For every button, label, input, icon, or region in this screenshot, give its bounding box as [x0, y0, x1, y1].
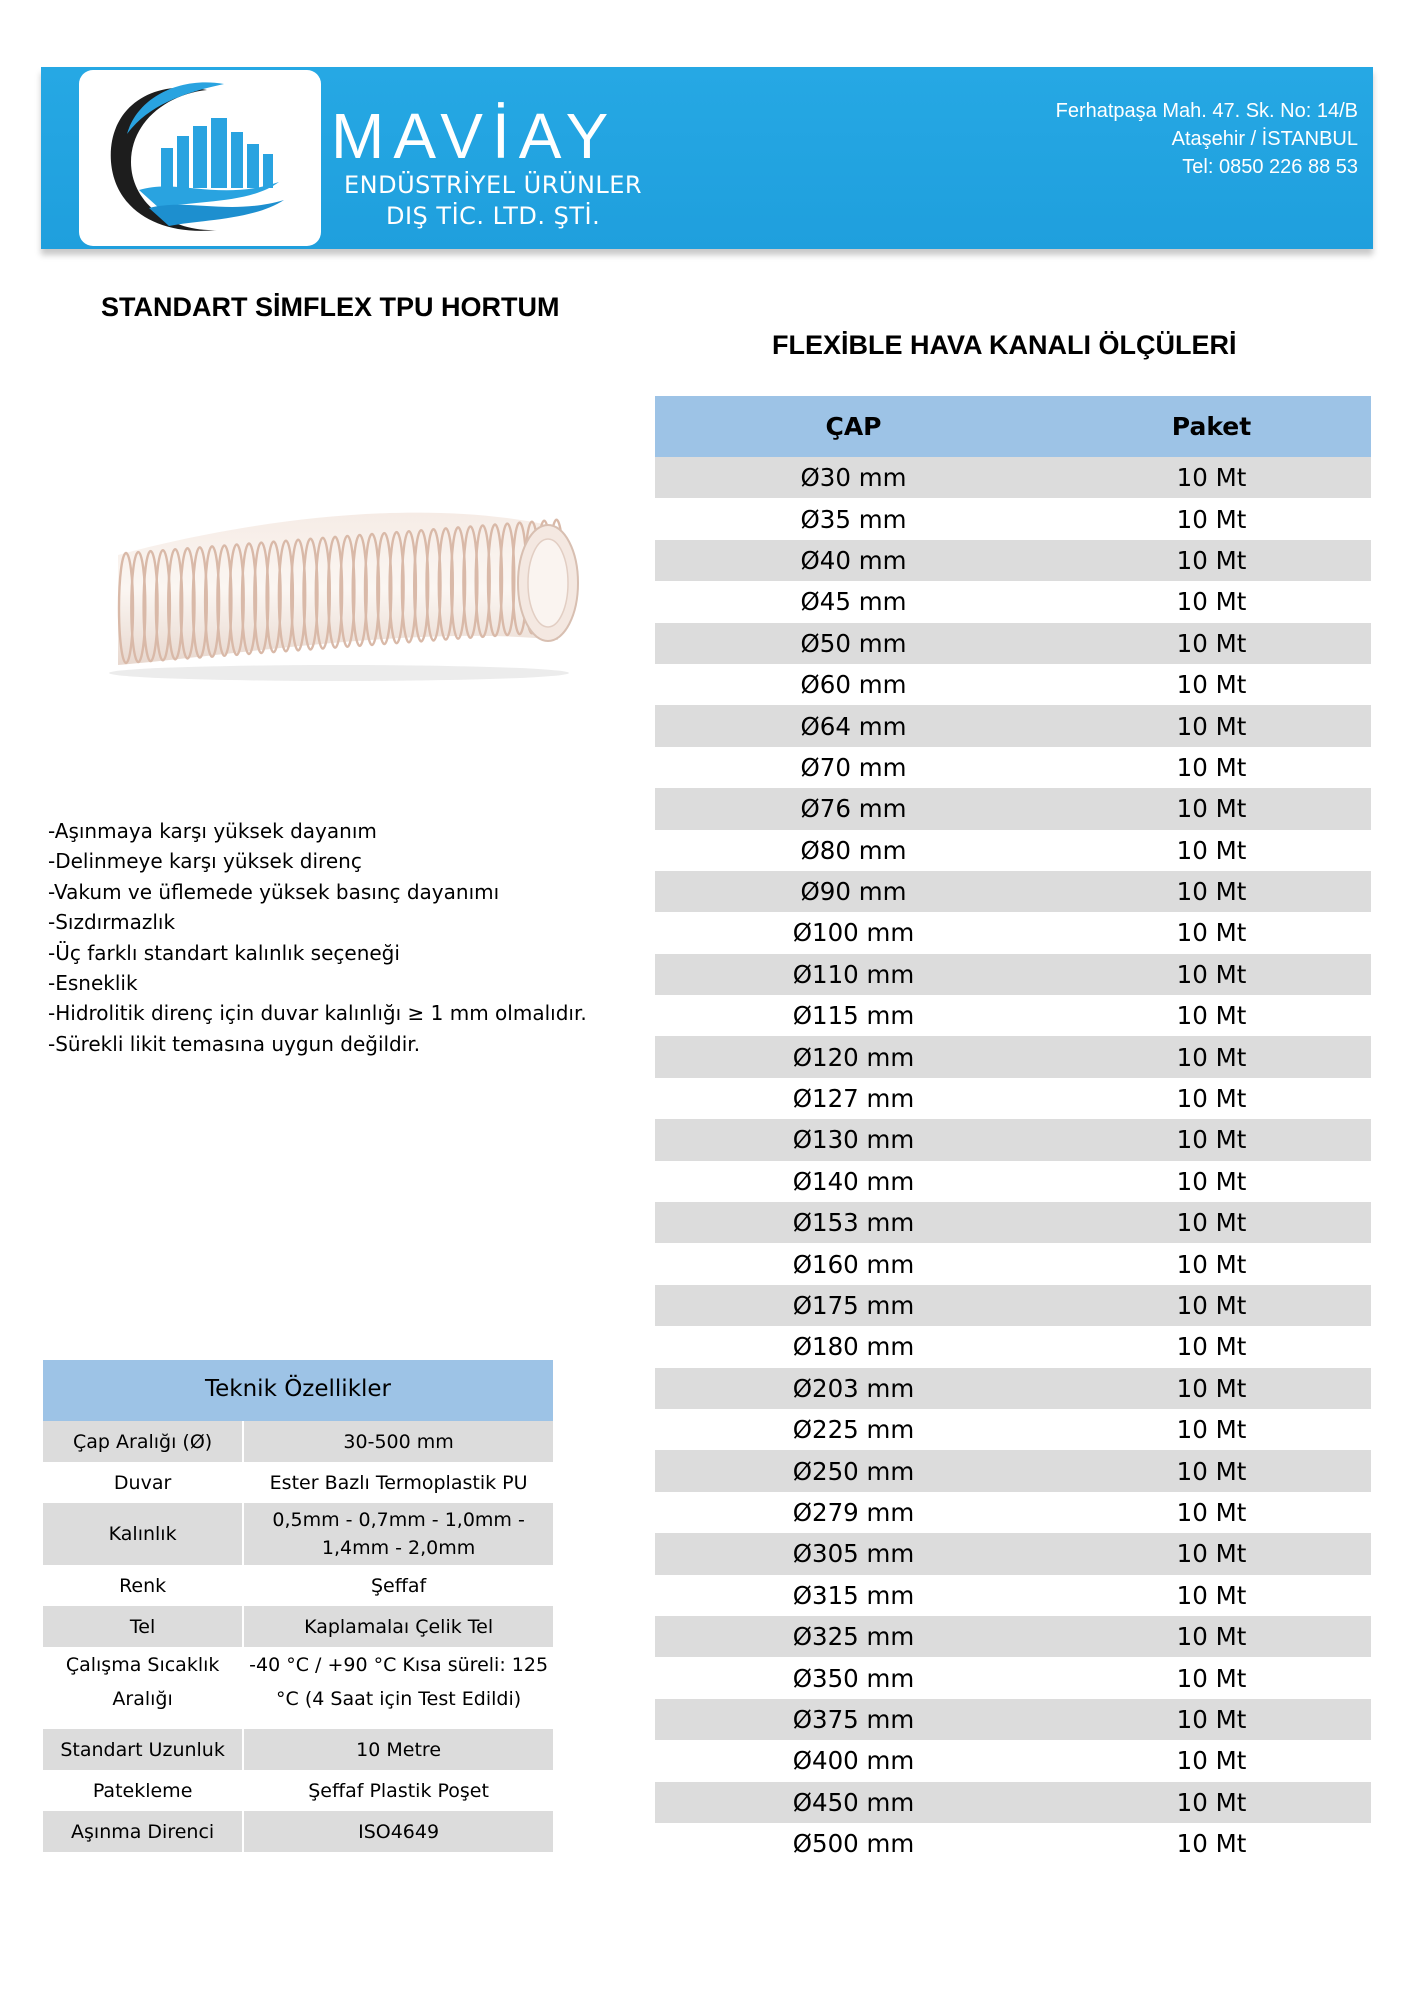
address-line1: Ferhatpaşa Mah. 47. Sk. No: 14/B	[1055, 100, 1358, 122]
table-row	[655, 623, 1371, 664]
cell-cap: Ø175 mm	[792, 1291, 915, 1320]
cell-paket: 10 Mt	[1176, 1663, 1247, 1693]
cell-cap: Ø160 mm	[792, 1249, 915, 1279]
cell-cap: Ø90 mm	[800, 877, 907, 907]
tech-value-line: 1,4mm - 2,0mm	[321, 1537, 476, 1559]
cell-paket: 10 Mt	[1176, 1539, 1247, 1569]
cell-paket: 10 Mt	[1176, 1704, 1247, 1734]
table-row	[655, 1285, 1371, 1326]
table-row	[43, 1606, 553, 1647]
tech-value	[244, 1648, 553, 1716]
tech-value	[244, 1613, 553, 1641]
cell-cap: Ø375 mm	[792, 1704, 915, 1734]
table-row	[655, 581, 1371, 622]
sizes-table-header	[655, 396, 1371, 457]
table-row	[655, 995, 1371, 1036]
table-row	[655, 1368, 1371, 1409]
tech-table	[43, 1360, 553, 1852]
table-row	[655, 1492, 1371, 1533]
tech-value-line: 10 Metre	[356, 1738, 442, 1761]
feature-item: -Sızdırmazlık	[48, 910, 176, 935]
tech-value-line: 0,5mm - 0,7mm - 1,0mm -	[272, 1509, 525, 1531]
table-row	[655, 498, 1371, 539]
tech-key	[43, 1425, 242, 1459]
tech-table-title: Teknik Özellikler	[43, 1360, 553, 1421]
tech-key	[43, 1569, 242, 1603]
cell-paket: 10 Mt	[1176, 628, 1247, 658]
cell-cap: Ø250 mm	[792, 1456, 915, 1486]
table-row	[655, 540, 1371, 581]
cell-paket: 10 Mt	[1176, 1829, 1247, 1859]
cell-paket: 10 Mt	[1176, 1622, 1247, 1652]
table-row	[655, 954, 1371, 995]
tech-key-line: Duvar	[113, 1471, 172, 1494]
table-row	[43, 1565, 553, 1606]
cell-paket: 10 Mt	[1176, 835, 1247, 865]
cell-paket: 10 Mt	[1176, 1415, 1247, 1445]
table-row	[655, 1616, 1371, 1657]
logo-mark-icon	[79, 70, 321, 246]
table-row	[655, 1119, 1371, 1160]
table-row	[43, 1462, 553, 1503]
cell-paket: 10 Mt	[1176, 918, 1247, 948]
table-row	[655, 705, 1371, 746]
table-row	[655, 1326, 1371, 1367]
table-row	[655, 1450, 1371, 1491]
cell-cap: Ø100 mm	[792, 918, 915, 948]
cell-paket: 10 Mt	[1176, 1001, 1247, 1031]
cell-paket: 10 Mt	[1176, 752, 1247, 782]
tech-value	[244, 1506, 553, 1562]
feature-item: -Sürekli likit temasına uygun değildir.	[48, 1031, 421, 1056]
cell-cap: Ø305 mm	[792, 1539, 915, 1569]
table-row	[655, 457, 1371, 498]
table-row	[655, 1036, 1371, 1077]
tech-value	[244, 1572, 553, 1600]
tech-key	[43, 1733, 242, 1767]
table-row	[655, 1409, 1371, 1450]
cell-cap: Ø279 mm	[792, 1497, 915, 1527]
cell-cap: Ø35 mm	[800, 504, 907, 534]
cell-cap: Ø30 mm	[800, 463, 907, 493]
cell-paket: 10 Mt	[1176, 711, 1247, 741]
feature-list	[48, 816, 587, 1059]
table-row	[655, 1533, 1371, 1574]
table-row	[43, 1647, 553, 1717]
cell-cap: Ø400 mm	[792, 1746, 915, 1776]
cell-paket: 10 Mt	[1176, 794, 1247, 824]
tech-value	[244, 1736, 553, 1764]
tech-value-line: -40 °C / +90 °C Kısa süreli: 125	[249, 1654, 549, 1676]
cell-cap: Ø64 mm	[800, 711, 907, 741]
table-row	[43, 1503, 553, 1565]
cell-paket: 10 Mt	[1176, 545, 1247, 575]
cell-paket: 10 Mt	[1176, 587, 1247, 617]
cell-cap: Ø60 mm	[800, 670, 907, 700]
cell-cap: Ø450 mm	[792, 1787, 915, 1817]
cell-paket: 10 Mt	[1176, 1125, 1247, 1155]
tech-value-line: °C (4 Saat için Test Edildi)	[276, 1688, 522, 1710]
table-row	[655, 871, 1371, 912]
table-row	[655, 747, 1371, 788]
tech-key-line: Tel	[129, 1615, 156, 1638]
cell-cap: Ø76 mm	[800, 794, 907, 824]
cell-cap: Ø127 mm	[792, 1084, 915, 1114]
cell-paket: 10 Mt	[1176, 1497, 1247, 1527]
brand-subtitle-line1: ENDÜSTRİYEL ÜRÜNLER	[344, 171, 643, 199]
tech-value-line: Şeffaf Plastik Poşet	[308, 1779, 489, 1802]
address-line2: Ataşehir / İSTANBUL	[1171, 128, 1358, 150]
cell-paket: 10 Mt	[1176, 1787, 1247, 1817]
feature-item: -Üç farklı standart kalınlık seçeneği	[48, 940, 400, 965]
tech-value	[244, 1469, 553, 1497]
tech-key	[43, 1610, 242, 1644]
feature-item: -Aşınmaya karşı yüksek dayanım	[48, 819, 377, 843]
cell-cap: Ø130 mm	[792, 1125, 915, 1155]
table-row	[43, 1811, 553, 1852]
logo	[79, 70, 321, 246]
table-row	[655, 1657, 1371, 1698]
cell-paket: 10 Mt	[1176, 1332, 1247, 1362]
tech-key	[43, 1517, 242, 1551]
tech-value-line: 30-500 mm	[343, 1430, 454, 1453]
cell-cap: Ø140 mm	[792, 1166, 915, 1196]
cell-cap: Ø115 mm	[792, 1001, 915, 1031]
cell-paket: 10 Mt	[1176, 959, 1247, 989]
table-row	[655, 1782, 1371, 1823]
cell-paket: 10 Mt	[1176, 1291, 1247, 1320]
cell-cap: Ø153 mm	[792, 1208, 915, 1238]
table-row	[655, 912, 1371, 953]
cell-paket: 10 Mt	[1176, 1166, 1247, 1196]
tech-key	[43, 1774, 242, 1808]
table-row	[655, 1243, 1371, 1284]
tech-value	[244, 1777, 553, 1805]
table-row	[43, 1770, 553, 1811]
cell-paket: 10 Mt	[1176, 1373, 1247, 1403]
tech-value-line: Kaplamalaı Çelik Tel	[304, 1615, 494, 1638]
feature-item: -Esneklik	[48, 971, 138, 996]
cell-paket: 10 Mt	[1176, 1456, 1247, 1486]
cell-cap: Ø225 mm	[792, 1415, 915, 1445]
table-row	[655, 1078, 1371, 1119]
tech-key-line: Çap Aralığı (Ø)	[73, 1430, 213, 1453]
cell-cap: Ø70 mm	[800, 752, 907, 782]
feature-item: -Delinmeye karşı yüksek direnç	[48, 849, 362, 874]
cell-cap: Ø80 mm	[800, 835, 907, 865]
cell-paket: 10 Mt	[1176, 1084, 1247, 1114]
cell-cap: Ø45 mm	[800, 587, 907, 617]
tech-table-body	[43, 1421, 553, 1852]
cell-paket: 10 Mt	[1176, 1042, 1247, 1072]
column-header-cap: ÇAP	[825, 412, 882, 441]
sizes-table-body	[655, 457, 1371, 1864]
cell-cap: Ø50 mm	[800, 628, 907, 658]
contact-info	[1056, 97, 1358, 181]
sizes-title: FLEXİBLE HAVA KANALI ÖLÇÜLERİ	[772, 330, 1237, 360]
cell-paket: 10 Mt	[1176, 1249, 1247, 1279]
brand-subtitle-line2: DIŞ TİC. LTD. ŞTİ.	[386, 202, 601, 230]
brand-name: MAVİAY	[331, 100, 618, 172]
tech-key-line: Aşınma Direnci	[71, 1820, 215, 1843]
table-row	[43, 1729, 553, 1770]
cell-cap: Ø203 mm	[792, 1373, 915, 1403]
tech-key-line: Çalışma Sıcaklık	[65, 1654, 220, 1676]
table-row	[655, 1699, 1371, 1740]
cell-paket: 10 Mt	[1176, 1746, 1247, 1776]
tech-key-line: Aralığı	[112, 1688, 173, 1710]
table-row	[43, 1421, 553, 1462]
tech-key-line: Renk	[119, 1574, 167, 1597]
tech-key-line: Patekleme	[92, 1779, 193, 1802]
cell-cap: Ø110 mm	[792, 959, 915, 989]
hose-image	[78, 495, 600, 685]
feature-item: -Hidrolitik direnç için duvar kalınlığı ≥ 1 mm olmalıdır.	[48, 1001, 587, 1026]
table-row	[655, 830, 1371, 871]
tech-key	[43, 1815, 242, 1849]
cell-paket: 10 Mt	[1176, 504, 1247, 534]
cell-paket: 10 Mt	[1176, 1208, 1247, 1238]
cell-paket: 10 Mt	[1176, 463, 1247, 493]
feature-item: -Vakum ve üflemede yüksek basınç dayanımı	[48, 879, 500, 904]
cell-paket: 10 Mt	[1176, 1580, 1247, 1610]
tech-value-line: ISO4649	[358, 1820, 440, 1843]
tech-value-line: Ester Bazlı Termoplastik PU	[269, 1471, 528, 1494]
table-row	[655, 1161, 1371, 1202]
column-header-paket: Paket	[1171, 412, 1252, 441]
table-row	[655, 664, 1371, 705]
product-title: STANDART SİMFLEX TPU HORTUM	[101, 292, 560, 322]
tech-value	[244, 1818, 553, 1846]
phone-number: Tel: 0850 226 88 53	[1182, 156, 1358, 178]
tech-value-line: Şeffaf	[371, 1574, 427, 1597]
cell-paket: 10 Mt	[1176, 877, 1247, 907]
cell-cap: Ø120 mm	[792, 1042, 915, 1072]
header-banner	[41, 67, 1373, 249]
tech-key	[43, 1648, 242, 1716]
table-row	[655, 1202, 1371, 1243]
tech-key-line: Standart Uzunluk	[60, 1738, 225, 1761]
cell-cap: Ø40 mm	[800, 545, 907, 575]
cell-cap: Ø350 mm	[792, 1663, 915, 1693]
tech-key-line: Kalınlık	[108, 1523, 177, 1545]
cell-cap: Ø325 mm	[792, 1622, 915, 1652]
table-row	[655, 1740, 1371, 1781]
table-row	[655, 1823, 1371, 1864]
tech-key	[43, 1466, 242, 1500]
table-row	[655, 1575, 1371, 1616]
sizes-table	[655, 396, 1371, 1864]
cell-cap: Ø500 mm	[792, 1829, 915, 1859]
cell-cap: Ø315 mm	[792, 1580, 915, 1610]
cell-cap: Ø180 mm	[792, 1332, 915, 1362]
tech-value	[244, 1428, 553, 1456]
cell-paket: 10 Mt	[1176, 670, 1247, 700]
table-row	[655, 788, 1371, 829]
